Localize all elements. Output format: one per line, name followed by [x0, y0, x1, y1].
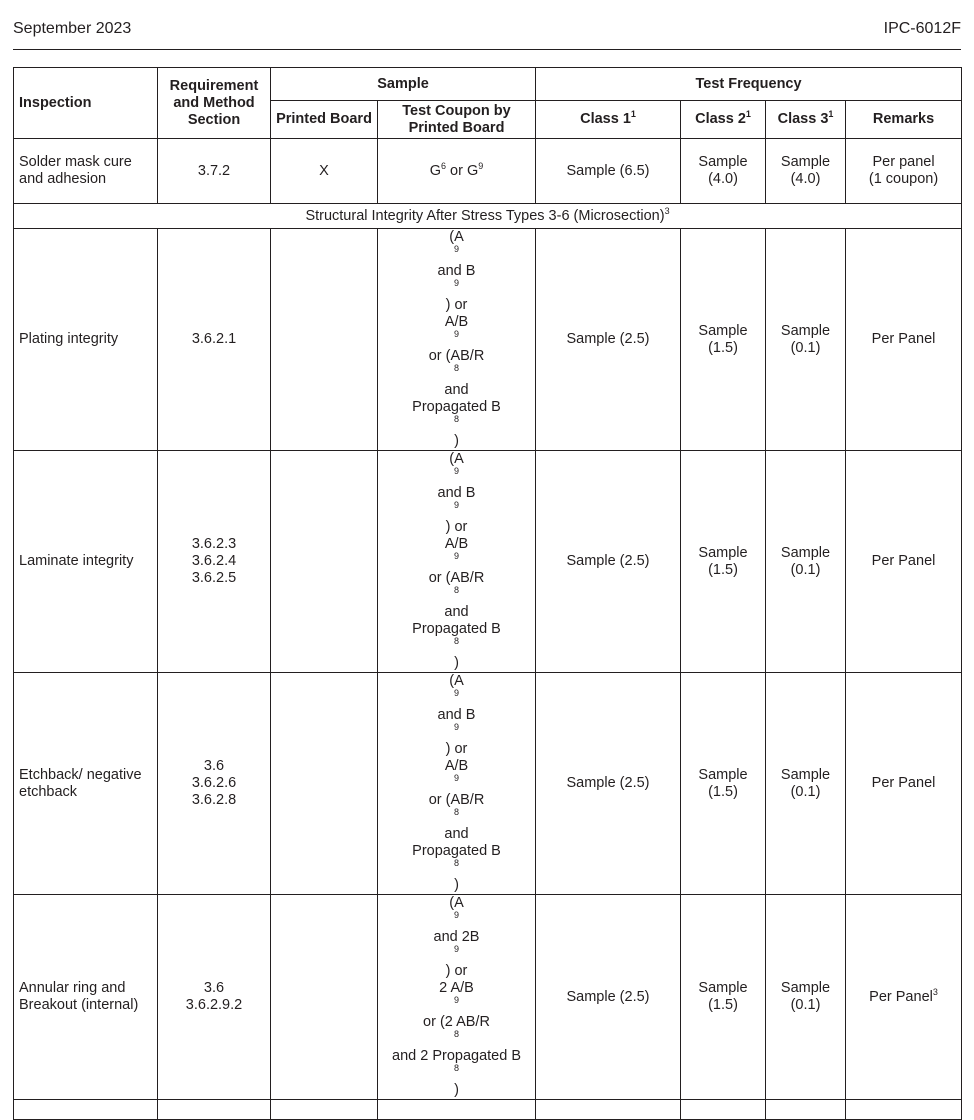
table-row-partial [14, 1100, 962, 1120]
cell-inspection: Etchback/ negative etchback [14, 673, 158, 895]
col-header-test-frequency: Test Frequency [536, 68, 962, 101]
page-date: September 2023 [13, 20, 132, 37]
col-header-inspection: Inspection [14, 68, 158, 139]
cell-empty [271, 1100, 378, 1120]
col-header-class2: Class $2^1$ [681, 101, 766, 139]
cell-class2: Sample (1.5) [681, 673, 766, 895]
cell-remarks: Per Panel [846, 451, 962, 673]
cell-class3: Sample (0.1) [766, 451, 846, 673]
cell-class1: Sample (2.5) [536, 895, 681, 1100]
cell-class1: Sample (2.5) [536, 451, 681, 673]
cell-test-coupon: (A $^9$ and B $^9$ ) or A/B $^9$ or (AB/R $^8$ and Propagated B $^8$ ) [378, 229, 536, 451]
cell-empty [158, 1100, 271, 1120]
cell-test-coupon: (A $^9$ and B $^9$ ) or A/B $^9$ or (AB/R $^8$ and Propagated B $^8$ ) [378, 673, 536, 895]
cell-class2: Sample (1.5) [681, 895, 766, 1100]
cell-remarks: Per Panel [846, 673, 962, 895]
cell-empty [766, 1100, 846, 1120]
cell-class2: Sample (1.5) [681, 229, 766, 451]
cell-class3: Sample (0.1) [766, 895, 846, 1100]
cell-section: 3.6 3.6.2.6 3.6.2.8 [158, 673, 271, 895]
cell-printed-board: X [271, 139, 378, 204]
col-header-class3: Class $3^1$ [766, 101, 846, 139]
cell-empty [14, 1100, 158, 1120]
col-header-printed-board: Printed Board [271, 101, 378, 139]
cell-inspection: Laminate integrity [14, 451, 158, 673]
cell-remarks: Per Panel [846, 229, 962, 451]
table-header-row [14, 68, 962, 101]
cell-test-coupon: (A $^9$ and 2B $^9$ ) or 2 A/B $^9$ or (2 AB/R $^8$ and 2 Propagated B $^8$ ) [378, 895, 536, 1100]
cell-inspection: Annular ring and Breakout (internal) [14, 895, 158, 1100]
cell-inspection: Solder mask cure and adhesion [14, 139, 158, 204]
cell-empty [536, 1100, 681, 1120]
col-header-test-coupon: Test Coupon by Printed Board [378, 101, 536, 139]
cell-class1: Sample (2.5) [536, 673, 681, 895]
cell-inspection: Plating integrity [14, 229, 158, 451]
cell-test-coupon: (A $^9$ and B $^9$ ) or A/B $^9$ or (AB/R $^8$ and Propagated B $^8$ ) [378, 451, 536, 673]
cell-printed-board [271, 451, 378, 673]
cell-printed-board [271, 895, 378, 1100]
header-rule [13, 49, 961, 50]
cell-class3: Sample (0.1) [766, 229, 846, 451]
table-row-etchback [14, 673, 962, 895]
table-row-plating-integrity [14, 229, 962, 451]
cell-section: 3.6.2.3 3.6.2.4 3.6.2.5 [158, 451, 271, 673]
cell-class1: Sample (2.5) [536, 229, 681, 451]
table-row-annular-ring [14, 895, 962, 1100]
cell-empty [846, 1100, 962, 1120]
section-title-row [14, 204, 962, 229]
cell-empty [681, 1100, 766, 1120]
section-title: Structural Integrity After Stress Types 3-6 (Microsection)$^3$ [14, 204, 962, 229]
col-header-sample: Sample [271, 68, 536, 101]
cell-test-coupon: $G^6$ or $G^9$ [378, 139, 536, 204]
col-header-remarks: Remarks [846, 101, 962, 139]
document-id: IPC-6012F [883, 20, 961, 37]
cell-class3: Sample (4.0) [766, 139, 846, 204]
cell-class2: Sample (4.0) [681, 139, 766, 204]
cell-empty [378, 1100, 536, 1120]
cell-section: 3.7.2 [158, 139, 271, 204]
cell-printed-board [271, 673, 378, 895]
col-header-class1: Class $1^1$ [536, 101, 681, 139]
cell-section: 3.6 3.6.2.9.2 [158, 895, 271, 1100]
inspection-table [13, 67, 962, 1120]
cell-printed-board [271, 229, 378, 451]
table-row-laminate-integrity [14, 451, 962, 673]
col-header-requirement: Requirement and Method Section [158, 68, 271, 139]
cell-class3: Sample (0.1) [766, 673, 846, 895]
table-row-solder-mask [14, 139, 962, 204]
cell-remarks: Per panel (1 coupon) [846, 139, 962, 204]
cell-class2: Sample (1.5) [681, 451, 766, 673]
cell-section: 3.6.2.1 [158, 229, 271, 451]
cell-remarks: Per Panel$^3$ [846, 895, 962, 1100]
cell-class1: Sample (6.5) [536, 139, 681, 204]
